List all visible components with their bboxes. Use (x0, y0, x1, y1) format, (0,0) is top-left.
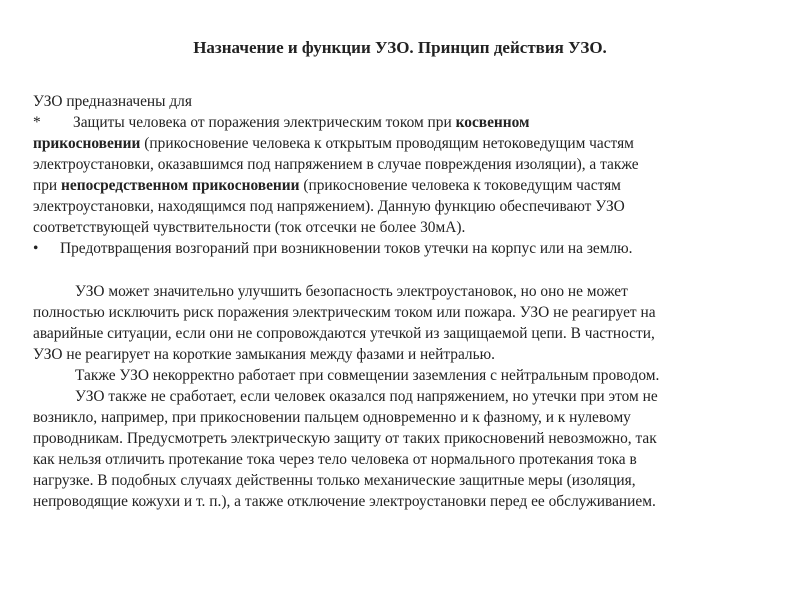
para-1-line-2: полностью исключить риск поражения электрическим током или пожара. УЗО не реагирует на (33, 304, 656, 321)
item-2-text: Предотвращения возгораний при возникновении токов утечки на корпус или на землю. (60, 240, 633, 257)
intro-line: УЗО предназначены для (33, 93, 192, 110)
para-1-line-1 (33, 281, 769, 302)
list-item-1-line-4 (33, 175, 769, 196)
item-1-text-b: (прикосновение человека к открытым проводящим нетоковедущим частям (140, 135, 634, 152)
para-1-text-1: УЗО может значительно улучшить безопасность электроустановок, но оно не может (75, 283, 628, 300)
list-item-2 (33, 238, 769, 259)
list-item-1-line-6: соответствующей чувствительности (ток отсечки не более 30мА). (33, 219, 466, 236)
para-3-line-3: проводникам. Предусмотреть электрическую защиту от таких прикосновений невозможно, так (33, 430, 657, 447)
item-1-bold-indirect: косвенном (455, 114, 530, 131)
list-item-1-line-3: электроустановки, оказавшимся под напряжением в случае повреждения изоляции), а также (33, 156, 639, 173)
para-2-text: Также УЗО некорректно работает при совмещении заземления с нейтральным проводом. (75, 367, 660, 384)
item-1-bold-contact: прикосновении (33, 135, 141, 152)
spacer (33, 259, 769, 281)
bullet-marker: • (33, 240, 39, 257)
slide-body (33, 91, 769, 512)
para-3-line-2: возникло, например, при прикосновении пальцем одновременно и к фазному, и к нулевому (33, 409, 631, 426)
para-3-line-6: непроводящие кожухи и т. п.), а также отключение электроустановки перед ее обслуживанием. (33, 493, 656, 510)
para-1-line-3: аварийные ситуации, если они не сопровождаются утечкой из защищаемой цепи. В частности, (33, 325, 655, 342)
item-1-text-a: Защиты человека от поражения электрическим током при (73, 114, 456, 131)
item-1-text-d: (прикосновение человека к токоведущим частям (299, 177, 621, 194)
list-item-1-line-2 (33, 133, 769, 154)
item-1-text-c: при (33, 177, 62, 194)
para-3-line-4: как нельзя отличить протекание тока через тело человека от нормального протекания тока в (33, 451, 637, 468)
para-3-text-1: УЗО также не сработает, если человек оказался под напряжением, но утечки при этом не (75, 388, 658, 405)
para-2-line-1 (33, 365, 769, 386)
para-3-line-5: нагрузке. В подобных случаях действенны только механические защитные меры (изоляция, (33, 472, 636, 489)
page-title: Назначение и функции УЗО. Принцип действия УЗО. (193, 38, 607, 57)
para-3-line-1 (33, 386, 769, 407)
item-1-bold-direct: непосредственном прикосновении (61, 177, 300, 194)
list-item-1-line-1 (33, 112, 769, 133)
list-item-1-line-5: электроустановки, находящимся под напряжением). Данную функцию обеспечивают УЗО (33, 198, 625, 215)
asterisk-marker: * (33, 114, 41, 131)
para-1-line-4: УЗО не реагирует на короткие замыкания между фазами и нейтралью. (33, 346, 495, 363)
